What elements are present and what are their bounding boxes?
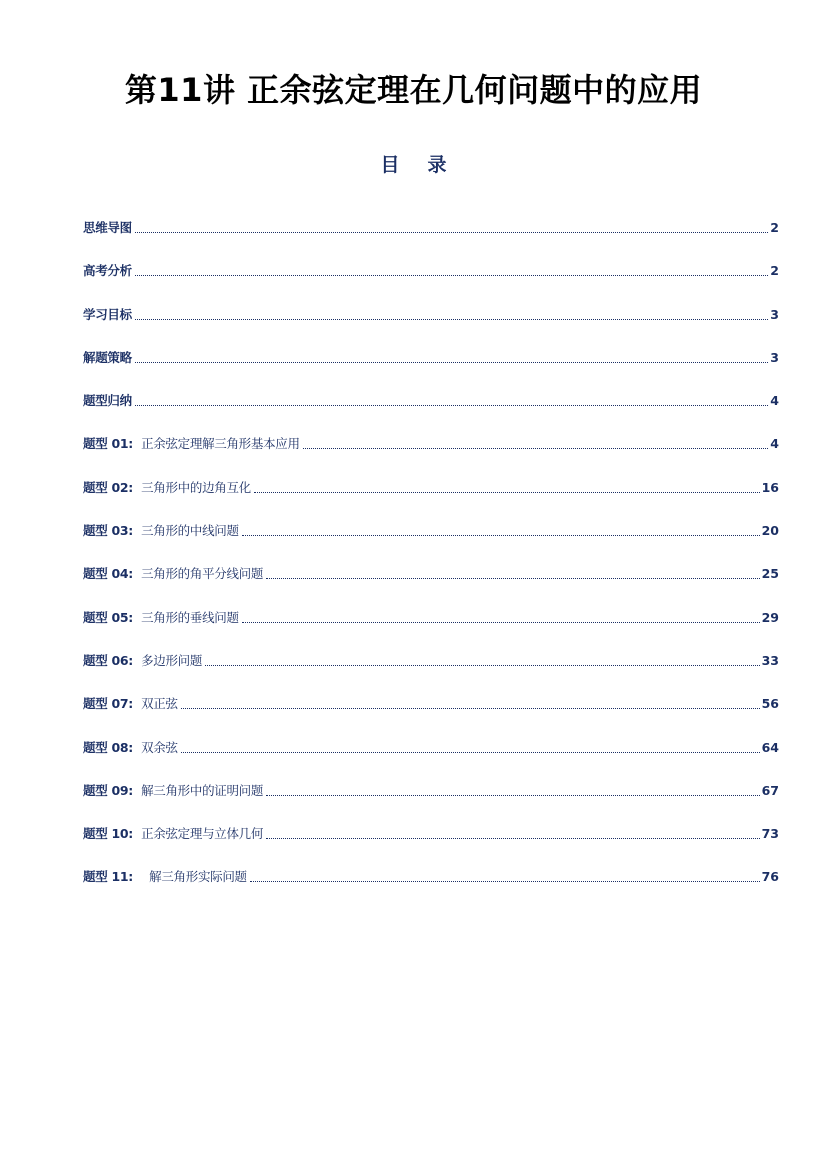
toc-entry-label [83, 649, 202, 673]
toc-dot-leader [135, 405, 768, 406]
toc-dot-leader [242, 535, 760, 536]
toc-entry-prefix: 题型 03: [83, 523, 142, 539]
toc-entry-page: 16 [761, 479, 779, 495]
toc-entry-prefix: 题型 08: [83, 739, 142, 755]
toc-entry-page: 4 [770, 436, 779, 452]
toc-entry-label [83, 692, 178, 716]
toc-entry-label [83, 216, 132, 240]
toc-entry-label [83, 389, 132, 413]
toc-entry-page: 2 [770, 263, 779, 279]
toc-entry[interactable] [83, 303, 779, 327]
toc-heading: 目录 [380, 154, 475, 176]
toc-entry-prefix: 题型 06: [83, 652, 142, 668]
toc-entry-name: 高考分析 [83, 263, 132, 279]
toc-entry-label [83, 346, 132, 370]
toc-dot-leader [135, 232, 768, 233]
toc-entry-name: 多边形问题 [141, 652, 203, 668]
toc-entry-label [83, 476, 251, 500]
toc-entry-name: 三角形中的边角互化 [141, 479, 251, 495]
toc-entry-page: 33 [761, 652, 779, 668]
toc-dot-leader [135, 362, 768, 363]
toc-entry[interactable] [83, 606, 779, 630]
toc-entry[interactable] [83, 216, 779, 240]
toc-entry[interactable] [83, 476, 779, 500]
toc-entry-label [83, 779, 263, 803]
toc-entry-name: 正余弦定理与立体几何 [141, 826, 264, 842]
toc-entry[interactable] [83, 779, 779, 803]
toc-entry-page: 56 [761, 696, 779, 712]
toc-entry[interactable] [83, 822, 779, 846]
toc-entry-page: 73 [761, 826, 779, 842]
table-of-contents [83, 216, 779, 909]
toc-dot-leader [181, 752, 760, 753]
toc-entry-name: 解题策略 [83, 349, 132, 365]
toc-entry-label [83, 606, 239, 630]
toc-dot-leader [181, 708, 760, 709]
toc-entry-name: 三角形的垂线问题 [141, 609, 239, 625]
toc-entry-name: 思维导图 [83, 220, 132, 235]
toc-entry-name: 学习目标 [83, 306, 132, 322]
toc-entry[interactable] [83, 389, 779, 413]
document-title: 第11讲 正余弦定理在几何问题中的应用 [124, 71, 703, 109]
toc-entry-name: 解三角形实际问题 [149, 869, 247, 885]
toc-entry-name: 题型归纳 [83, 393, 132, 409]
toc-entry-label [83, 519, 239, 543]
toc-entry-prefix: 题型 01: [83, 436, 142, 452]
toc-entry-name: 正余弦定理解三角形基本应用 [141, 436, 300, 452]
toc-entry-page: 20 [761, 523, 779, 539]
toc-entry-name: 双余弦 [141, 739, 178, 755]
toc-entry-prefix: 题型 02: [83, 479, 142, 495]
toc-entry-name: 解三角形中的证明问题 [141, 782, 264, 798]
toc-dot-leader [266, 838, 760, 839]
toc-entry-label [83, 562, 263, 586]
toc-entry-label [83, 865, 247, 889]
toc-entry-prefix: 题型 10: [83, 826, 142, 842]
toc-entry-label [83, 303, 132, 327]
toc-entry[interactable] [83, 736, 779, 760]
toc-entry-prefix: 题型 11: [83, 869, 150, 885]
toc-entry-prefix: 题型 07: [83, 696, 142, 712]
toc-entry-page: 29 [761, 609, 779, 625]
toc-entry-page: 2 [770, 220, 779, 235]
toc-dot-leader [135, 275, 768, 276]
toc-entry-page: 4 [770, 393, 779, 409]
toc-dot-leader [266, 795, 760, 796]
toc-entry-label [83, 259, 132, 283]
toc-dot-leader [266, 578, 760, 579]
toc-entry-prefix: 题型 04: [83, 566, 142, 582]
toc-entry-page: 67 [761, 782, 779, 798]
toc-entry-label [83, 736, 178, 760]
toc-entry[interactable] [83, 432, 779, 456]
toc-entry-label [83, 822, 263, 846]
toc-entry[interactable] [83, 865, 779, 889]
toc-dot-leader [242, 622, 760, 623]
toc-dot-leader [205, 665, 760, 666]
toc-entry[interactable] [83, 519, 779, 543]
toc-entry-page: 76 [761, 869, 779, 885]
toc-entry-page: 25 [761, 566, 779, 582]
toc-entry-page: 3 [770, 349, 779, 365]
toc-entry[interactable] [83, 692, 779, 716]
toc-entry[interactable] [83, 562, 779, 586]
toc-dot-leader [250, 881, 760, 882]
toc-entry-page: 3 [770, 306, 779, 322]
toc-entry-name: 双正弦 [141, 696, 178, 712]
toc-entry-page: 64 [761, 739, 779, 755]
toc-entry[interactable] [83, 346, 779, 370]
toc-entry-prefix: 题型 05: [83, 609, 142, 625]
toc-dot-leader [254, 492, 760, 493]
toc-entry[interactable] [83, 259, 779, 283]
toc-entry-name: 三角形的角平分线问题 [141, 566, 264, 582]
toc-entry-name: 三角形的中线问题 [141, 523, 239, 539]
toc-dot-leader [303, 448, 769, 449]
toc-entry-prefix: 题型 09: [83, 782, 142, 798]
toc-entry-label [83, 432, 300, 456]
toc-dot-leader [135, 319, 768, 320]
toc-entry[interactable] [83, 649, 779, 673]
